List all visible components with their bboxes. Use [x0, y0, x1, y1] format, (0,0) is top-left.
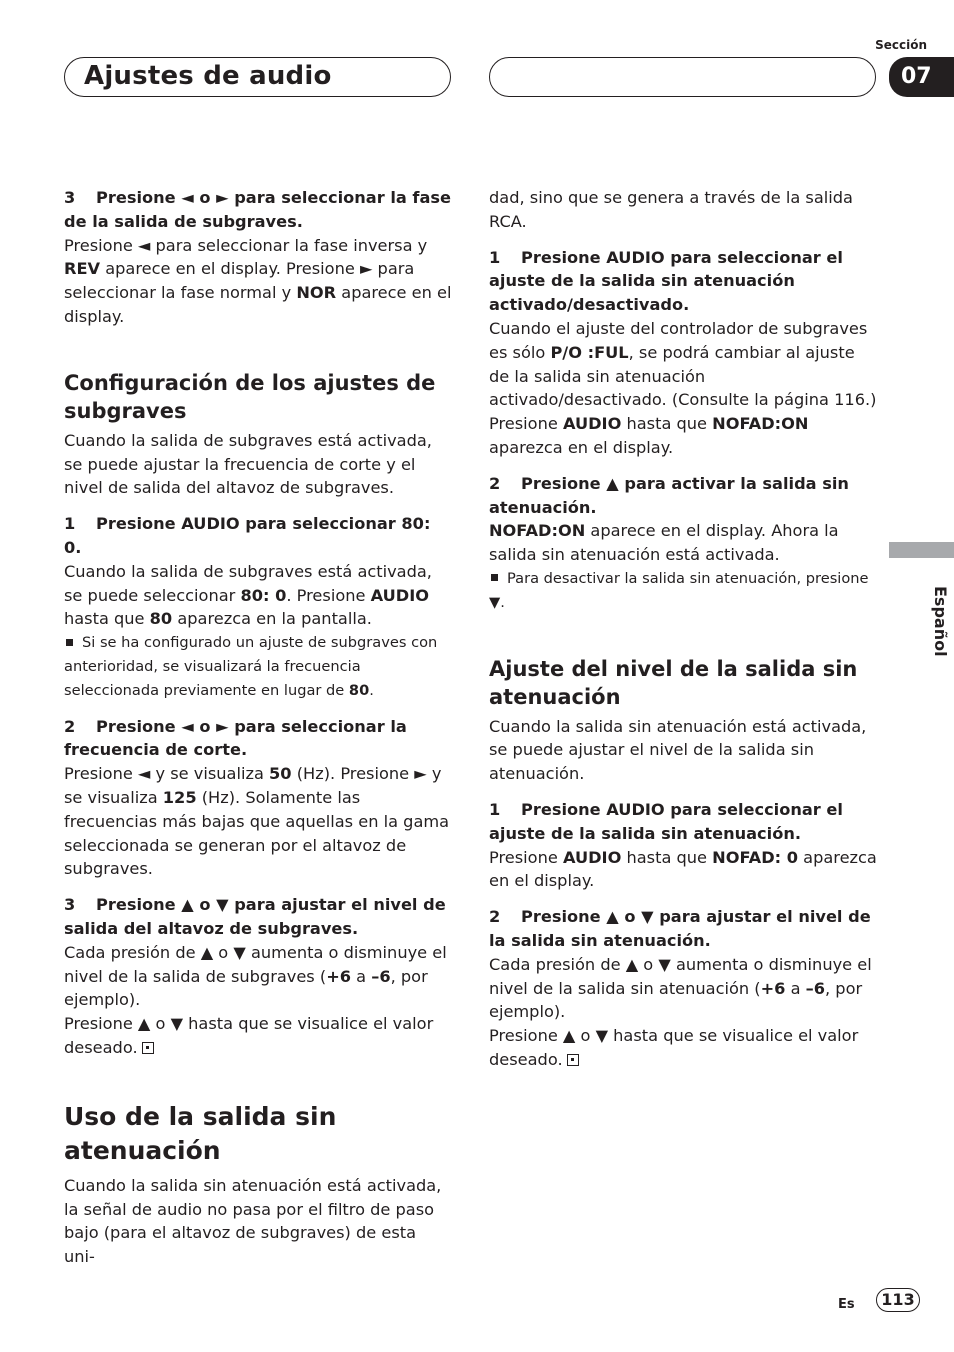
step-body: NOFAD:ON aparece en el display. Ahora la salida sin atenuación está activada.	[489, 521, 839, 565]
language-tab-bar	[889, 542, 954, 558]
step-body: Presione AUDIO hasta que NOFAD: 0 aparezca en el display.	[489, 847, 877, 891]
note: Para desactivar la salida sin atenuación, presione ▼.	[489, 569, 869, 611]
section-heading-uso: Uso de la salida sin atenuación	[64, 1101, 337, 1165]
step-heading: 1 Presione AUDIO para seleccionar el ajuste de la salida sin atenuación activado/desactivado.	[489, 247, 843, 315]
step-heading: 1 Presione AUDIO para seleccionar 80: 0.	[64, 514, 431, 557]
section-number: 07	[889, 57, 954, 97]
section-heading-nivel: Ajuste del nivel de la salida sin atenuación	[489, 656, 858, 709]
page-number: 113	[876, 1288, 920, 1312]
step-heading: 3 Presione ▲ o ▼ para ajustar el nivel de salida del altavoz de subgraves.	[64, 895, 446, 938]
step-body: Cuando la salida de subgraves está activada, se puede seleccionar 80: 0. Presione AUDIO hasta que 80 aparezca en la pantalla.	[64, 561, 432, 629]
step-heading: 2 Presione ▲ para activar la salida sin atenuación.	[489, 473, 849, 517]
step-body: Presione ▲ o ▼ hasta que se visualice el valor deseado.	[489, 1026, 859, 1069]
step-body: Presione ◄ y se visualiza 50 (Hz). Presione ► y se visualiza 125 (Hz). Solamente las frecuencias más bajas que aquellas en la gama seleccionada se generan por el altavoz de subgraves.	[64, 764, 450, 879]
end-mark-icon	[567, 1054, 579, 1066]
step-body: Presione ◄ para seleccionar la fase inversa y REV aparece en el display. Presione ► para seleccionar la fase normal y NOR aparece en el display.	[64, 235, 452, 326]
header-empty-box	[489, 57, 876, 97]
section-intro: Cuando la salida de subgraves está activada, se puede ajustar la frecuencia de corte y el nivel de salida del altavoz de subgraves.	[64, 430, 432, 498]
language-label: Español	[931, 585, 950, 657]
step-body: Cuando el ajuste del controlador de subgraves es sólo P/O :FUL, se podrá cambiar al ajuste de la salida sin atenuación activado/desactivado. (Consulte la página 116.)	[489, 318, 877, 410]
step-body: Cada presión de ▲ o ▼ aumenta o disminuye el nivel de la salida sin atenuación (+6 a –6, por ejemplo).	[489, 954, 872, 1022]
bullet-icon	[66, 639, 73, 646]
left-column	[64, 186, 452, 1269]
step-heading: 2 Presione ▲ o ▼ para ajustar el nivel de la salida sin atenuación.	[489, 907, 871, 950]
step-heading: 1 Presione AUDIO para seleccionar el ajuste de la salida sin atenuación.	[489, 799, 843, 843]
continued-text: dad, sino que se genera a través de la salida RCA.	[489, 188, 853, 231]
end-mark-icon	[142, 1042, 154, 1054]
section-label: Sección	[875, 38, 927, 52]
page-title: Ajustes de audio	[84, 61, 332, 91]
step-heading: 2 Presione ◄ o ► para seleccionar la frecuencia de corte.	[64, 716, 407, 760]
bullet-icon	[491, 574, 498, 581]
note: Si se ha configurado un ajuste de subgraves con anterioridad, se visualizará la frecuencia seleccionada previamente en lugar de 80.	[64, 634, 438, 699]
step-body: Presione ▲ o ▼ hasta que se visualice el valor deseado.	[64, 1014, 434, 1057]
step-body: Presione AUDIO hasta que NOFAD:ON aparezca en el display.	[489, 414, 809, 457]
section-heading-config: Configuración de los ajustes de subgraves	[64, 370, 436, 423]
section-intro: Cuando la salida sin atenuación está activada, se puede ajustar el nivel de la salida sin atenuación.	[489, 716, 867, 784]
footer-lang-code: Es	[838, 1297, 855, 1312]
section-intro: Cuando la salida sin atenuación está activada, la señal de audio no pasa por el filtro de paso bajo (para el altavoz de subgraves) de esta uni-	[64, 1175, 442, 1267]
step-body: Cada presión de ▲ o ▼ aumenta o disminuye el nivel de la salida de subgraves (+6 a –6, por ejemplo).	[64, 942, 447, 1010]
right-column	[489, 186, 877, 1072]
step-heading: 3 Presione ◄ o ► para seleccionar la fase de la salida de subgraves.	[64, 188, 452, 231]
